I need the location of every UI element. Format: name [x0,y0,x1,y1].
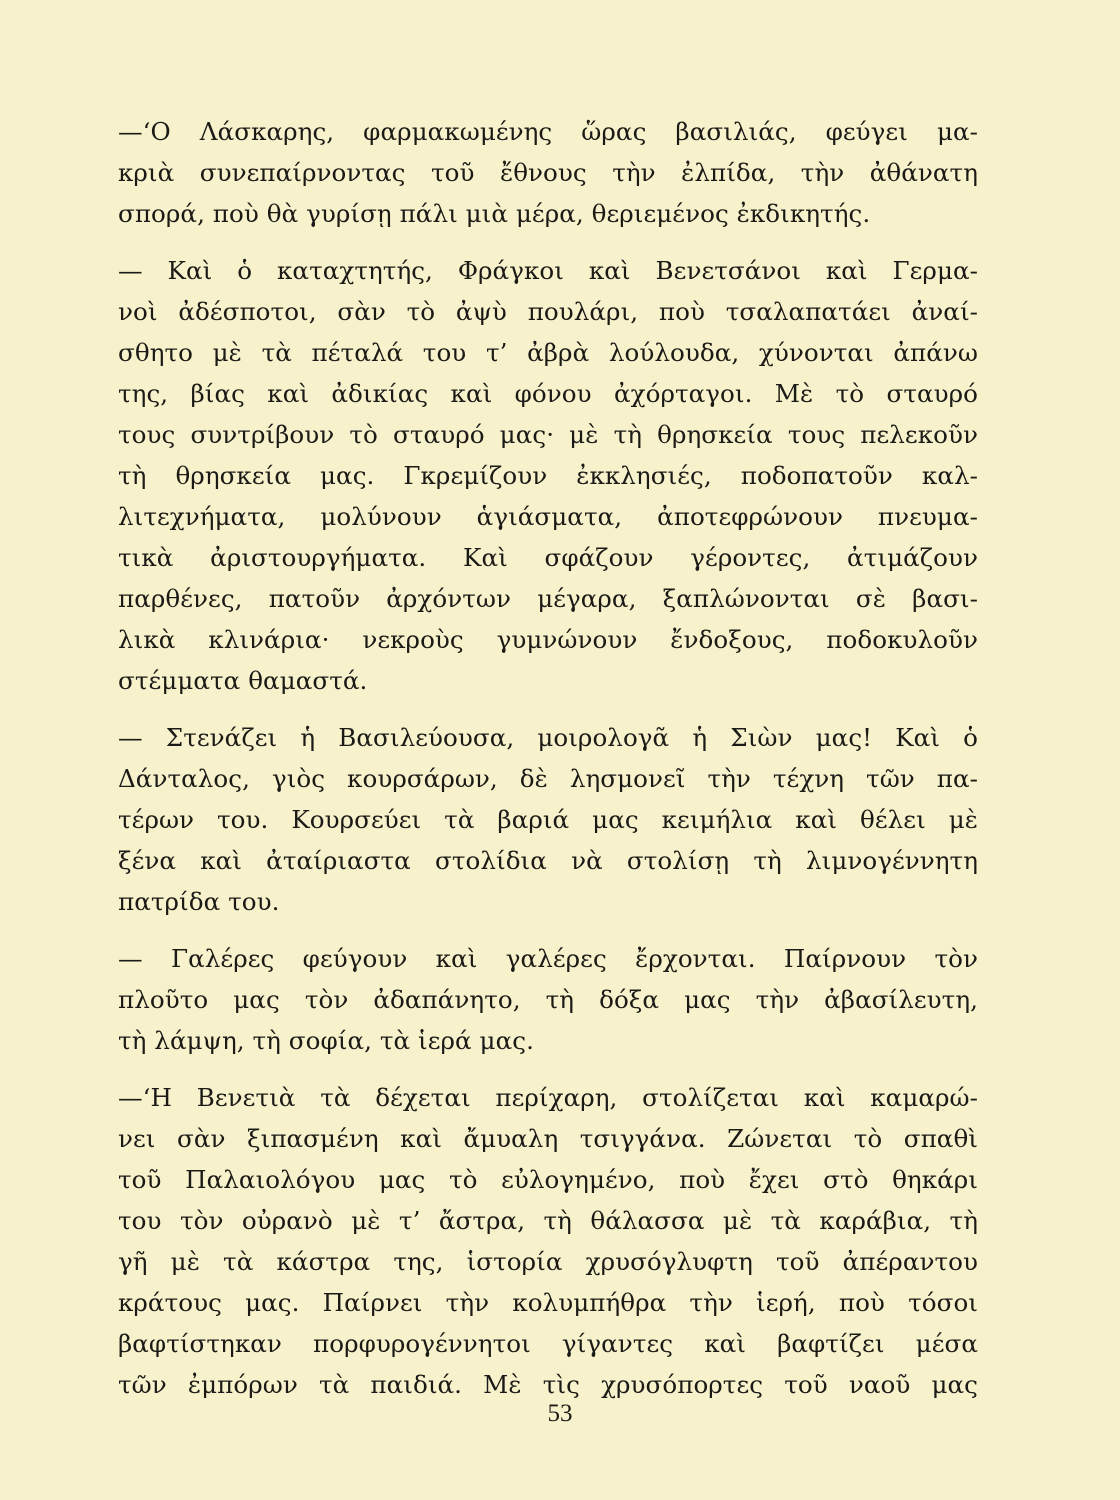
text-line: παρθένες, πατοῦν ἀρχόντων μέγαρα, ξαπλώνονται σὲ βασι- [118,584,978,613]
paragraph-galleys [118,938,978,1061]
text-line: — Στενάζει ἡ Βασιλεύουσα, μοιρολογᾶ ἡ Σιὼν μας! Καὶ ὁ [118,723,978,752]
text-line: πατρίδα του. [118,887,280,916]
text-line: λιτεχνήματα, μολύνουν ἁγιάσματα, ἀποτεφρώνουν πνευμα- [118,502,978,531]
paragraph-queen-city [118,717,978,922]
text-line: κράτους μας. Παίρνει τὴν κολυμπήθρα τὴν ἱερή, ποὺ τόσοι [118,1288,978,1317]
text-line: τικὰ ἀριστουργήματα. Καὶ σφάζουν γέροντες, ἀτιμάζουν [118,543,978,572]
text-line: τῶν ἐμπόρων τὰ παιδιά. Μὲ τὶς χρυσόπορτες τοῦ ναοῦ μας [118,1370,978,1399]
text-line: τους συντρίβουν τὸ σταυρό μας· μὲ τὴ θρησκεία τους πελεκοῦν [118,420,978,449]
text-line: σπορά, ποὺ θὰ γυρίσῃ πάλι μιὰ μέρα, θεριεμένος ἐκδικητής. [118,199,871,228]
text-line: του τὸν οὐρανὸ μὲ τ’ ἄστρα, τὴ θάλασσα μὲ τὰ καράβια, τὴ [118,1206,978,1235]
paragraph-venice [118,1077,978,1405]
text-line: Δάνταλος, γιὸς κουρσάρων, δὲ λησμονεῖ τὴν τέχνη τῶν πα- [118,764,978,793]
page-number: 53 [547,1400,573,1427]
text-line: —‘Ο Λάσκαρης, φαρμακωμένης ὥρας βασιλιάς, φεύγει μα- [118,117,978,146]
text-line: της, βίας καὶ ἀδικίας καὶ φόνου ἀχόρταγοι. Μὲ τὸ σταυρό [118,379,978,408]
text-line: — Καὶ ὁ καταχτητής, Φράγκοι καὶ Βενετσάνοι καὶ Γερμα- [118,256,978,285]
text-line: λικὰ κλινάρια· νεκροὺς γυμνώνουν ἔνδοξους, ποδοκυλοῦν [118,625,978,654]
text-line: πλοῦτο μας τὸν ἀδαπάνητο, τὴ δόξα μας τὴν ἀβασίλευτη, [118,985,978,1014]
text-line: —‘Η Βενετιὰ τὰ δέχεται περίχαρη, στολίζεται καὶ καμαρώ- [118,1083,978,1112]
text-line: κριὰ συνεπαίρνοντας τοῦ ἔθνους τὴν ἐλπίδα, τὴν ἀθάνατη [118,158,978,187]
text-line: ξένα καὶ ἀταίριαστα στολίδια νὰ στολίσῃ τὴ λιμνογέννητη [118,846,978,875]
text-line: στέμματα θαμαστά. [118,666,368,695]
text-line: γῆ μὲ τὰ κάστρα της, ἱστορία χρυσόγλυφτη τοῦ ἀπέραντου [118,1247,978,1276]
text-line: νει σὰν ξιπασμένη καὶ ἄμυαλη τσιγγάνα. Ζώνεται τὸ σπαθὶ [118,1124,978,1153]
text-line: νοὶ ἀδέσποτοι, σὰν τὸ ἀψὺ πουλάρι, ποὺ τσαλαπατάει ἀναί- [118,297,978,326]
text-line: βαφτίστηκαν πορφυρογέννητοι γίγαντες καὶ βαφτίζει μέσα [118,1329,978,1358]
text-line: — Γαλέρες φεύγουν καὶ γαλέρες ἔρχονται. Παίρνουν τὸν [118,944,978,973]
text-line: τέρων του. Κουρσεύει τὰ βαριά μας κειμήλια καὶ θέλει μὲ [118,805,978,834]
paragraph-laskaris [118,111,978,234]
text-line: τὴ λάμψη, τὴ σοφία, τὰ ἱερά μας. [118,1026,534,1055]
text-line: τοῦ Παλαιολόγου μας τὸ εὐλογημένο, ποὺ ἔχει στὸ θηκάρι [118,1165,978,1194]
text-line: τὴ θρησκεία μας. Γκρεμίζουν ἐκκλησιές, ποδοπατοῦν καλ- [118,461,978,490]
body-text [118,111,978,1405]
paragraph-conquerors [118,250,978,701]
text-line: σθητο μὲ τὰ πέταλά του τ’ ἀβρὰ λούλουδα, χύνονται ἀπάνω [118,338,978,367]
